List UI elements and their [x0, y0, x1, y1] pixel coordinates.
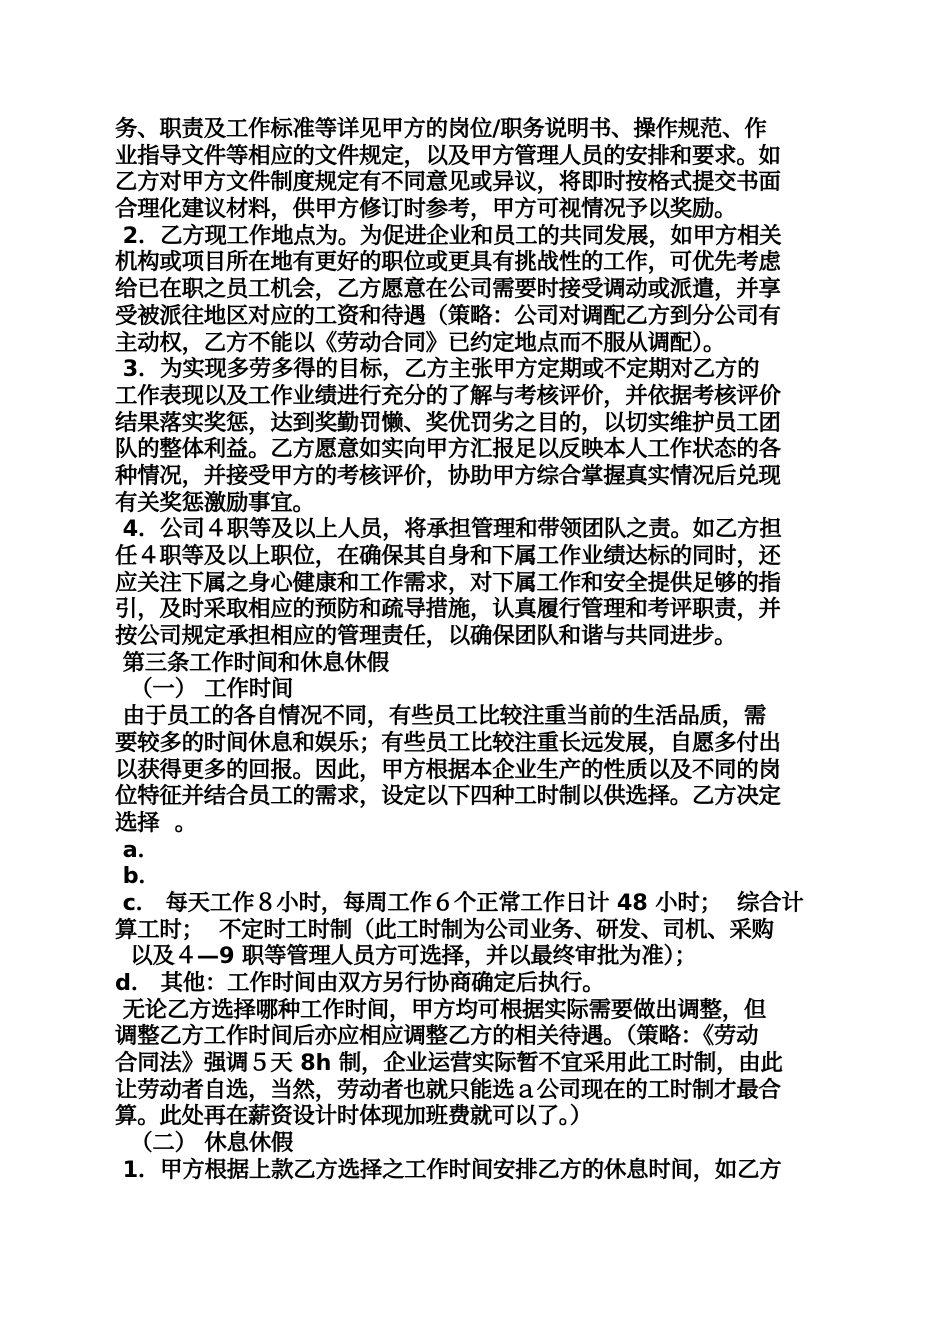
text-line: 任４职等及以上职位，在确保其自身和下属工作业绩达标的同时，还: [115, 543, 781, 569]
text-line: （二） 休息休假: [115, 1130, 294, 1157]
text-line: 选择 。: [115, 809, 197, 836]
text-line: 位特征并结合员工的需求，设定以下四种工时制以供选择。乙方决定: [115, 783, 781, 810]
text-line: 结果落实奖惩，达到奖勤罚懒、奖优罚劣之目的，以切实维护员工团: [115, 409, 781, 436]
text-line: c． 每天工作８小时，每周工作６个正常工作日计 48 小时； 综合计: [115, 889, 804, 916]
text-line: 机构或项目所在地有更好的职位或更具有挑战性的工作，可优先考虑: [115, 249, 781, 276]
text-line: 给已在职之员工机会，乙方愿意在公司需要时接受调动或派遣，并享: [115, 276, 781, 303]
text-line: 以获得更多的回报。因此，甲方根据本企业生产的性质以及不同的岗: [115, 756, 781, 783]
text-line: d． 其他：工作时间由双方另行协商确定后执行。: [115, 970, 605, 996]
text-line: 4．公司４职等及以上人员，将承担管理和带领团队之责。如乙方担: [115, 516, 782, 543]
text-line: 算。此处再在薪资设计时体现加班费就可以了。）: [115, 1103, 592, 1130]
text-line: 工作表现以及工作业绩进行充分的了解与考核评价，并依据考核评价: [115, 382, 781, 409]
text-line: 主动权，乙方不能以《劳动合同》已约定地点而不服从调配）。: [115, 329, 726, 356]
text-line: 乙方对甲方文件制度规定有不同意见或异议，将即时按格式提交书面: [115, 169, 781, 196]
text-line: 种情况，并接受甲方的考核评价，协助甲方综合掌握真实情况后兑现: [115, 462, 781, 489]
text-line: 引，及时采取相应的预防和疏导措施，认真履行管理和考评职责，并: [115, 596, 781, 623]
text-line: 无论乙方选择哪种工作时间，甲方均可根据实际需要做出调整，但: [115, 996, 767, 1023]
text-line: 合理化建议材料，供甲方修订时参考，甲方可视情况予以奖励。: [115, 196, 737, 223]
text-line: 调整乙方工作时间后亦应相应调整乙方的相关待遇。（策略：《劳动: [115, 1023, 759, 1050]
text-line: 算工时； 不定时工时制（此工时制为公司业务、研发、司机、采购: [115, 916, 774, 943]
text-line: 务、职责及工作标准等详见甲方的岗位/职务说明书、操作规范、作: [115, 116, 767, 142]
text-line: 合同法》强调５天 8h 制，企业运营实际暂不宜采用此工时制，由此: [115, 1050, 783, 1077]
document-body: [115, 116, 840, 1184]
text-line: b．: [115, 863, 161, 890]
text-line: 受被派往地区对应的工资和待遇（策略：公司对调配乙方到分公司有: [115, 302, 781, 329]
text-line: 1．甲方根据上款乙方选择之工作时间安排乙方的休息时间，如乙方: [115, 1156, 782, 1183]
text-line: （一） 工作时间: [115, 676, 294, 703]
text-line: 应关注下属之身心健康和工作需求，对下属工作和安全提供足够的指: [115, 569, 781, 596]
text-line: 3．为实现多劳多得的目标，乙方主张甲方定期或不定期对乙方的: [115, 356, 760, 383]
text-line: 以及４—9 职等管理人员方可选择，并以最终审批为准）；: [115, 943, 697, 970]
text-line: 按公司规定承担相应的管理责任，以确保团队和谐与共同进步。: [115, 623, 737, 650]
text-line: 业指导文件等相应的文件规定，以及甲方管理人员的安排和要求。如: [115, 142, 781, 169]
text-line: 队的整体利益。乙方愿意如实向甲方汇报足以反映本人工作状态的各: [115, 436, 781, 463]
text-line: 第三条工作时间和休息休假: [115, 649, 389, 676]
text-line: a．: [115, 836, 160, 863]
text-line: 有关奖惩激励事宜。: [115, 489, 315, 516]
text-line: 让劳动者自选，当然，劳动者也就只能选ａ公司现在的工时制才最合: [115, 1076, 781, 1103]
text-line: 要较多的时间休息和娱乐；有些员工比较注重长远发展，自愿多付出: [115, 729, 781, 756]
text-line: 由于员工的各自情况不同，有些员工比较注重当前的生活品质，需: [115, 703, 767, 730]
text-line: 2．乙方现工作地点为。为促进企业和员工的共同发展，如甲方相关: [115, 222, 782, 249]
